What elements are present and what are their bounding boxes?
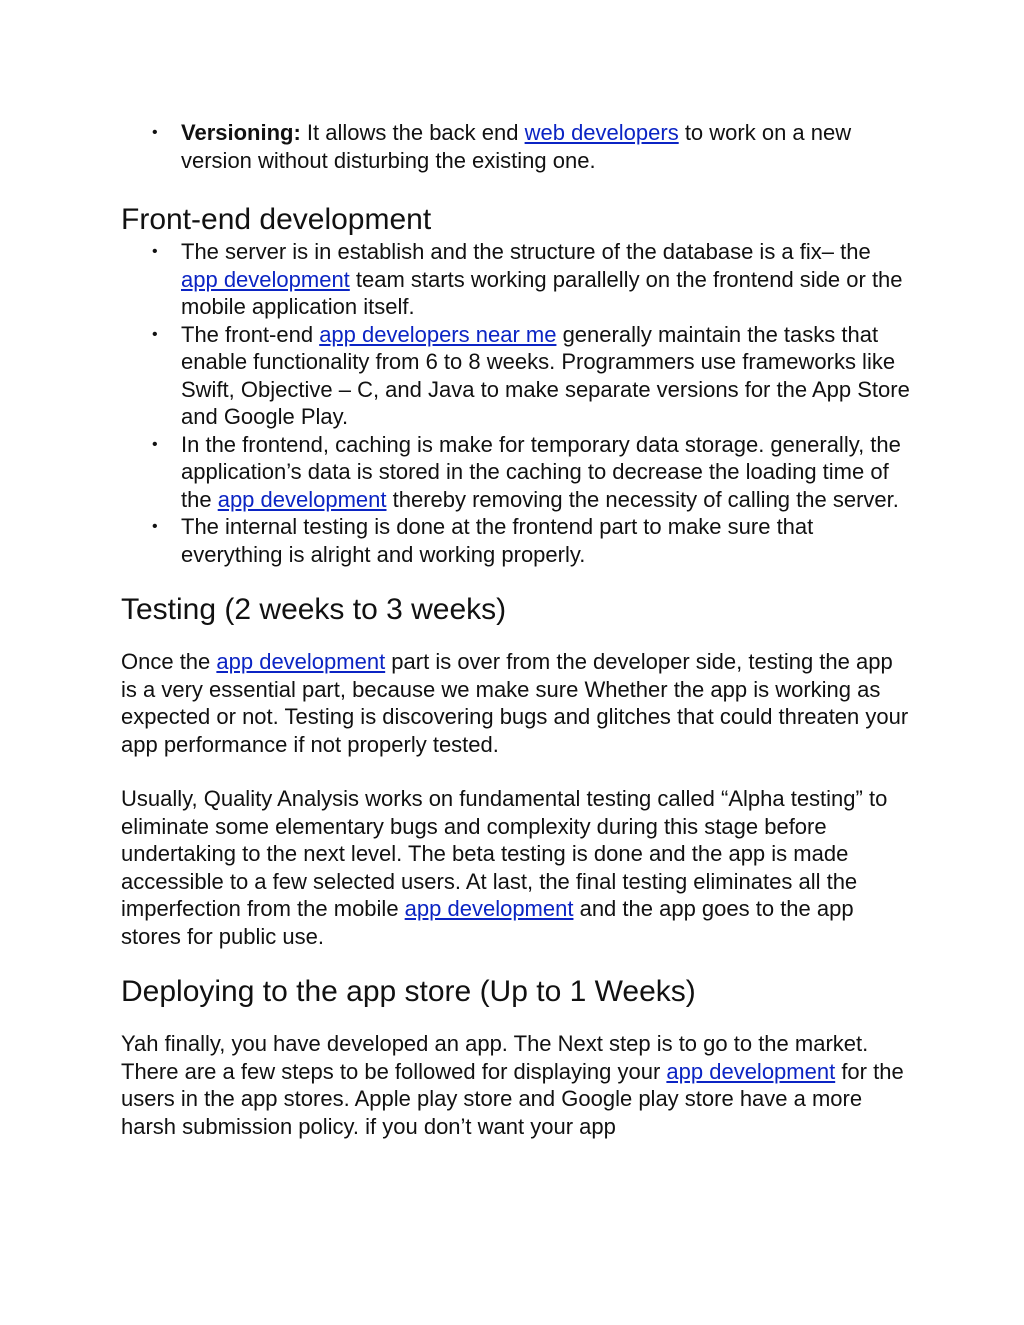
link-app-development[interactable]: app development (217, 486, 387, 512)
intro-bullet-list (121, 119, 911, 174)
testing-paragraph-1 (121, 648, 911, 758)
list-item-text: It allows the back end (300, 120, 525, 145)
list-item-text: In the frontend, caching is make for temporary data storage. generally, the application’s data is stored in the caching to decrease the loading time of the (181, 431, 901, 512)
heading-frontend-development: Front-end development (121, 203, 432, 236)
document-page (121, 119, 911, 1140)
list-item (152, 513, 911, 568)
bullet-icon: • (152, 518, 158, 535)
list-item-text: to work on a new version without disturbing the existing one. (181, 120, 852, 173)
link-app-developers-near-me[interactable]: app developers near me (319, 321, 557, 347)
bullet-icon: • (152, 243, 158, 260)
paragraph-text: part is over from the developer side, testing the app is a very essential part, because we make sure Whether the app is working as expected or not. Testing is discovering bugs and glitches that could threaten your app performance if not properly tested. (121, 649, 909, 757)
list-item (152, 431, 911, 514)
paragraph-text: and the app goes to the app stores for public use. (121, 896, 854, 949)
frontend-bullet-list (121, 238, 911, 568)
paragraph-text: Usually, Quality Analysis works on fundamental testing called “Alpha testing” to eliminate some elementary bugs and complexity during this stage before undertaking to the next level. The beta testing is done and the app is made accessible to a few selected users. At last, the final testing eliminates all the imperfection from the mobile (121, 786, 888, 921)
link-app-development[interactable]: app development (216, 649, 386, 674)
bullet-icon: • (152, 435, 158, 453)
list-item-text: generally maintain the tasks that enable functionality from 6 to 8 weeks. Programmers use frameworks like Swift, Objective – C, and Java to make separate versions for the App Store and Google Play. (181, 321, 910, 429)
link-app-development[interactable]: app development (666, 1058, 836, 1084)
list-item-text: team starts working parallelly on the frontend side or the mobile application itself. (181, 266, 903, 319)
list-item-versioning (152, 119, 911, 174)
paragraph-text: Once the (121, 649, 217, 674)
heading-deploying: Deploying to the app store (Up to 1 Weeks) (121, 975, 696, 1008)
list-item-text: thereby removing the necessity of calling the server. (386, 486, 899, 512)
link-app-development[interactable]: app development (181, 266, 350, 292)
deploying-paragraph-1 (121, 1030, 911, 1140)
versioning-label: Versioning: (181, 120, 301, 145)
bullet-icon: • (152, 325, 158, 343)
list-item (152, 321, 911, 431)
list-item-text: The server is in establish and the structure of the database is a fix– the (181, 239, 871, 264)
link-app-development[interactable]: app development (404, 896, 574, 921)
paragraph-text: for the users in the app stores. Apple play store and Google play store have a more harsh submission policy. if you don’t want your app (121, 1058, 904, 1139)
heading-testing: Testing (2 weeks to 3 weeks) (121, 593, 507, 626)
list-item-text: The internal testing is done at the frontend part to make sure that everything is alright and working properly. (181, 514, 814, 567)
bullet-icon: • (152, 124, 158, 141)
list-item-text: The front-end (181, 321, 320, 347)
paragraph-text: Yah finally, you have developed an app. The Next step is to go to the market. There are a few steps to be followed for displaying your (121, 1031, 869, 1084)
link-web-developers[interactable]: web developers (524, 120, 679, 145)
testing-paragraph-2 (121, 785, 911, 950)
list-item (152, 238, 911, 321)
